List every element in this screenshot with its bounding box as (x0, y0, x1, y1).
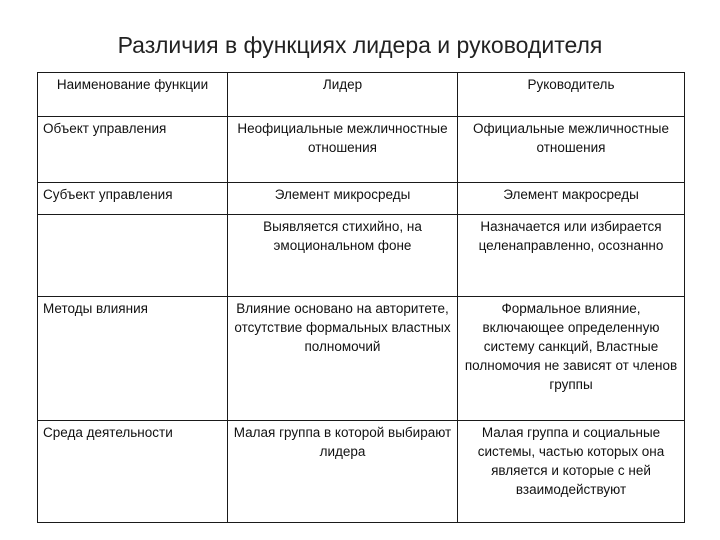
row-leader-cell: Влияние основано на авторитете, отсутствие формальных властных полномочий (228, 297, 458, 421)
row-function-cell: Методы влияния (38, 297, 228, 421)
row-function-cell (38, 215, 228, 297)
row-leader-cell: Выявляется стихийно, на эмоциональном фоне (228, 215, 458, 297)
row-function-cell: Среда деятельности (38, 421, 228, 523)
row-manager-cell: Назначается или избирается целенаправленно, осознанно (458, 215, 685, 297)
table-row (38, 215, 685, 297)
table-header-row (38, 73, 685, 117)
slide-title: Различия в функциях лидера и руководителя (117, 32, 603, 58)
table-row (38, 421, 685, 523)
table-row (38, 297, 685, 421)
header-manager: Руководитель (458, 73, 685, 117)
table-row (38, 117, 685, 183)
row-leader-cell: Элемент микросреды (228, 183, 458, 215)
table-row (38, 183, 685, 215)
row-leader-cell: Малая группа в которой выбирают лидера (228, 421, 458, 523)
row-function-cell: Объект управления (38, 117, 228, 183)
row-manager-cell: Малая группа и социальные системы, частью которых она является и которые с ней взаимодействуют (458, 421, 685, 523)
row-manager-cell: Официальные межличностные отношения (458, 117, 685, 183)
row-function-cell: Субъект управления (38, 183, 228, 215)
row-manager-cell: Формальное влияние, включающее определенную систему санкций, Властные полномочия не зависят от членов группы (458, 297, 685, 421)
row-leader-cell: Неофициальные межличностные отношения (228, 117, 458, 183)
comparison-table (37, 72, 685, 523)
header-function: Наименование функции (38, 73, 228, 117)
row-manager-cell: Элемент макросреды (458, 183, 685, 215)
header-leader: Лидер (228, 73, 458, 117)
